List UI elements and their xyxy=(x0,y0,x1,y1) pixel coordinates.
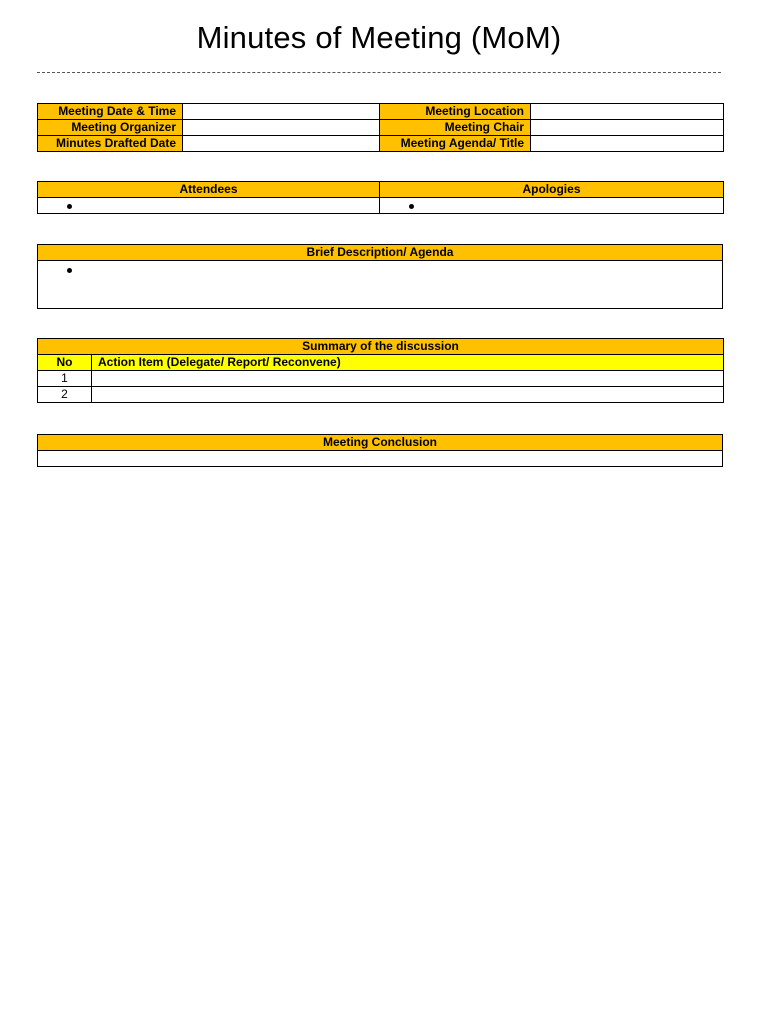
column-header-action-item: Action Item (Delegate/ Report/ Reconvene) xyxy=(92,355,724,371)
attendance-header-row xyxy=(38,182,724,198)
meeting-location-label: Meeting Location xyxy=(380,104,531,120)
conclusion-body-row xyxy=(38,451,723,467)
summary-header-row xyxy=(38,339,724,355)
conclusion-header-row xyxy=(38,435,723,451)
description-header-row xyxy=(38,245,723,261)
table-row xyxy=(38,387,724,403)
attendees-header: Attendees xyxy=(38,182,380,198)
meeting-location-field[interactable] xyxy=(531,104,724,120)
conclusion-table xyxy=(37,434,723,467)
conclusion-header: Meeting Conclusion xyxy=(38,435,723,451)
page-title: Minutes of Meeting (MoM) xyxy=(196,20,562,55)
description-header: Brief Description/ Agenda xyxy=(38,245,723,261)
attendees-field[interactable] xyxy=(38,198,380,214)
summary-column-row xyxy=(38,355,724,371)
action-item-field[interactable] xyxy=(92,371,724,387)
conclusion-field[interactable] xyxy=(38,451,723,467)
meeting-agenda-title-field[interactable] xyxy=(531,136,724,152)
title-divider xyxy=(37,72,721,73)
summary-table xyxy=(37,338,724,403)
description-body-row xyxy=(38,261,723,309)
bullet-icon xyxy=(67,204,72,209)
table-row xyxy=(38,371,724,387)
column-header-no: No xyxy=(38,355,92,371)
action-item-field[interactable] xyxy=(92,387,724,403)
description-table xyxy=(37,244,723,309)
meeting-details-row xyxy=(38,136,724,152)
minutes-drafted-date-label: Minutes Drafted Date xyxy=(38,136,183,152)
meeting-agenda-title-label: Meeting Agenda/ Title xyxy=(380,136,531,152)
row-number: 1 xyxy=(38,371,92,387)
bullet-icon xyxy=(67,268,72,273)
meeting-details-row xyxy=(38,104,724,120)
description-field[interactable] xyxy=(38,261,723,309)
summary-header: Summary of the discussion xyxy=(38,339,724,355)
meeting-date-time-field[interactable] xyxy=(183,104,380,120)
meeting-date-time-label: Meeting Date & Time xyxy=(38,104,183,120)
meeting-details-table xyxy=(37,103,724,152)
bullet-icon xyxy=(409,204,414,209)
meeting-organizer-label: Meeting Organizer xyxy=(38,120,183,136)
attendance-table xyxy=(37,181,724,214)
meeting-details-row xyxy=(38,120,724,136)
meeting-chair-field[interactable] xyxy=(531,120,724,136)
meeting-organizer-field[interactable] xyxy=(183,120,380,136)
apologies-header: Apologies xyxy=(380,182,724,198)
meeting-chair-label: Meeting Chair xyxy=(380,120,531,136)
apologies-field[interactable] xyxy=(380,198,724,214)
row-number: 2 xyxy=(38,387,92,403)
attendance-body-row xyxy=(38,198,724,214)
minutes-drafted-date-field[interactable] xyxy=(183,136,380,152)
